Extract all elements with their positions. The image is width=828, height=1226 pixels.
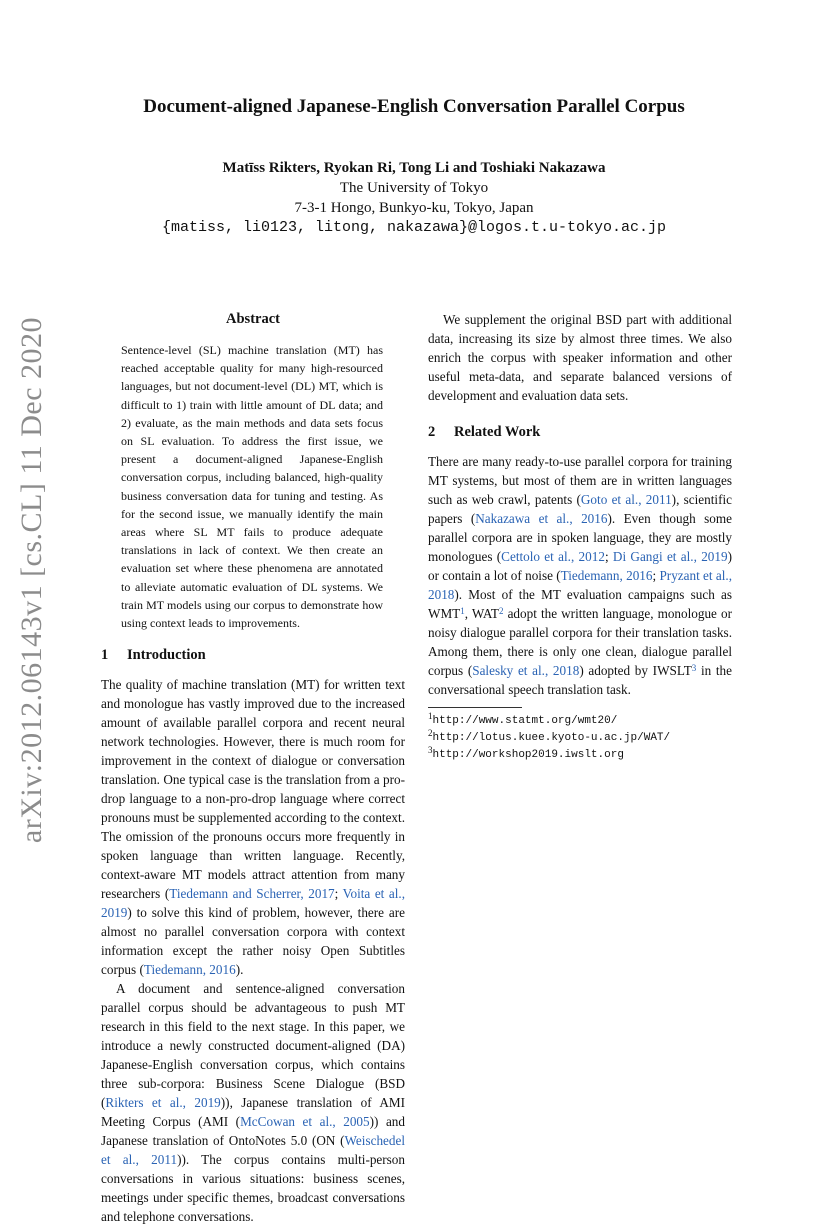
paragraph-text: ) adopted by IWSLT bbox=[579, 663, 692, 678]
footnote-rule bbox=[428, 707, 522, 708]
paragraph-text: ). Even though some parallel corpora are in spoken language, they are mostly monologues ( bbox=[428, 511, 732, 564]
footnote-url[interactable]: http://lotus.kuee.kyoto-u.ac.jp/WAT/ bbox=[432, 732, 671, 744]
footnote-mark[interactable]: 1 bbox=[460, 606, 465, 616]
citation-link[interactable]: Voita et al., 2019 bbox=[101, 886, 406, 921]
paragraph-text: , WAT bbox=[464, 606, 499, 621]
citation-link[interactable]: Di Gangi et al., 2019 bbox=[612, 549, 728, 564]
paragraph-text: ). Most of the MT evaluation campaigns such as WMT bbox=[428, 587, 732, 621]
abstract-heading: Abstract bbox=[226, 311, 280, 327]
citation-link[interactable]: Salesky et al., 2018 bbox=[472, 663, 580, 678]
section-heading-related-work bbox=[428, 423, 732, 442]
citation-link[interactable]: Weischedel et al., 2011 bbox=[101, 1133, 405, 1168]
citation-link[interactable]: Pryzant et al., 2018 bbox=[428, 568, 732, 602]
section-number: 2 bbox=[428, 424, 436, 440]
paragraph-text: )) and Japanese translation of OntoNotes 5.0 (ON ( bbox=[101, 1114, 405, 1149]
footnote-2 bbox=[428, 729, 732, 746]
citation-link[interactable]: Tiedemann, 2016 bbox=[560, 568, 653, 583]
footnote-3 bbox=[428, 746, 732, 763]
intro-paragraph-3: We supplement the original BSD part with additional data, increasing its size by almost three times. We also enrich the corpus with speaker information and other useful meta-data, and separate balanced versions of development and evaluation data sets. bbox=[428, 312, 732, 403]
author-names: Matīss Rikters, Ryokan Ri, Tong Li and Toshiaki Nakazawa bbox=[222, 160, 606, 176]
author-email: {matiss, li0123, litong, nakazawa}@logos.t.u-tokyo.ac.jp bbox=[161, 219, 667, 236]
paragraph-text: )), Japanese translation of AMI Meeting Corpus (AMI ( bbox=[101, 1095, 405, 1130]
citation-link[interactable]: Rikters et al., 2019 bbox=[105, 1095, 221, 1111]
footnote-mark[interactable]: 3 bbox=[691, 663, 697, 673]
paragraph-text: ; bbox=[604, 549, 613, 564]
paragraph-text: ), scientific papers ( bbox=[428, 492, 732, 526]
abstract-text: Sentence-level (SL) machine translation (MT) has reached acceptable quality for many high-resourced languages, but not document-level (DL) MT, which is difficult to 1) train with little amount of DL data; and 2) evaluate, as the main methods and data sets focus on SL evaluation. To address the first issue, we present a document-aligned Japanese-English conversation corpus, including balanced, high-quality business conversation data for tuning and testing. As for the second issue, we manually identify the main areas where SL MT fails to produce adequate translations in lack of context. We then create an evaluation set where these phenomena are annotated to alleviate automatic evaluation of DL systems. We train MT models using our corpus to demonstrate how using context leads to improvements. bbox=[121, 343, 383, 631]
author-address: 7-3-1 Hongo, Bunkyo-ku, Tokyo, Japan bbox=[294, 200, 534, 216]
footnotes bbox=[428, 707, 732, 763]
paragraph-text: )). The corpus contains multi-person conversations in various situations: business scenes, meetings under specific themes, broadcast conversations and telephone conversations. bbox=[101, 1152, 405, 1225]
paragraph-text: The quality of machine translation (MT) for written text and monologue has vastly improved due to the increased amount of available parallel corpora and recent neural network technologies. However, there is much room for improvement in the context of dialogue or conversation translation. One typical case is the translation from a pro-drop language to a non-pro-drop language where correct pronouns must be supplemented according to the context. The omission of the pronouns occurs more frequently in spoken language than written language. Recently, context-aware MT models attract attention from many researchers ( bbox=[101, 677, 405, 902]
related-paragraph bbox=[428, 452, 732, 699]
paragraph-text: in the conversational speech translation task. bbox=[428, 663, 732, 697]
footnote-mark[interactable]: 2 bbox=[498, 606, 504, 616]
citation-link[interactable]: Goto et al., 2011 bbox=[580, 492, 672, 507]
intro-paragraph-2 bbox=[101, 979, 405, 1226]
footnote-url[interactable]: http://workshop2019.iwslt.org bbox=[432, 749, 624, 761]
paragraph-text: ) or contain a lot of noise ( bbox=[428, 549, 732, 583]
footnote-number: 1 bbox=[428, 711, 433, 721]
citation-link[interactable]: Cettolo et al., 2012 bbox=[501, 549, 605, 564]
citation-link[interactable]: Nakazawa et al., 2016 bbox=[475, 511, 608, 526]
section-number: 1 bbox=[101, 647, 109, 664]
left-column bbox=[101, 310, 405, 1226]
footnote-1 bbox=[428, 712, 732, 729]
arxiv-identifier-text: arXiv:2012.06143v1 [cs.CL] 11 Dec 2020 bbox=[15, 316, 49, 844]
footnote-number: 2 bbox=[428, 728, 433, 738]
arxiv-identifier bbox=[10, 316, 54, 844]
paragraph-text: ). bbox=[235, 962, 244, 978]
paragraph-text: There are many ready-to-use parallel corpora for training MT systems, but most of them are in written languages such as web crawl, patents ( bbox=[428, 454, 732, 507]
section-title: Related Work bbox=[454, 424, 541, 440]
paragraph-text: ; bbox=[334, 886, 343, 902]
section-heading-introduction bbox=[101, 646, 405, 665]
citation-link[interactable]: Tiedemann, 2016 bbox=[143, 962, 236, 978]
intro-paragraph-1 bbox=[101, 675, 405, 979]
section-title: Introduction bbox=[127, 647, 206, 664]
author-block bbox=[60, 158, 768, 238]
paragraph-text: ) to solve this kind of problem, however, there are almost no parallel conversation corpora with context information except the rather noisy Open Subtitles corpus ( bbox=[101, 905, 405, 978]
paragraph-text: adopt the written language, monologue or noisy dialogue parallel corpora for their translation tasks. Among them, there is only one clean, dialogue parallel corpus ( bbox=[428, 606, 732, 678]
right-column bbox=[428, 310, 732, 763]
paper-title: Document-aligned Japanese-English Conversation Parallel Corpus bbox=[143, 96, 685, 117]
paragraph-text: A document and sentence-aligned conversation parallel corpus should be advantageous to push MT research in this field to the next stage. In this paper, we introduce a newly constructed document-aligned (DA) Japanese-English conversation corpus, which contains three sub-corpora: Business Scene Dialogue (BSD ( bbox=[101, 981, 405, 1111]
paragraph-text: ; bbox=[652, 568, 660, 583]
footnote-number: 3 bbox=[428, 745, 433, 755]
footnote-url[interactable]: http://www.statmt.org/wmt20/ bbox=[432, 715, 618, 727]
author-affiliation: The University of Tokyo bbox=[339, 180, 489, 196]
citation-link[interactable]: McCowan et al., 2005 bbox=[240, 1114, 370, 1130]
citation-link[interactable]: Tiedemann and Scherrer, 2017 bbox=[169, 886, 335, 902]
